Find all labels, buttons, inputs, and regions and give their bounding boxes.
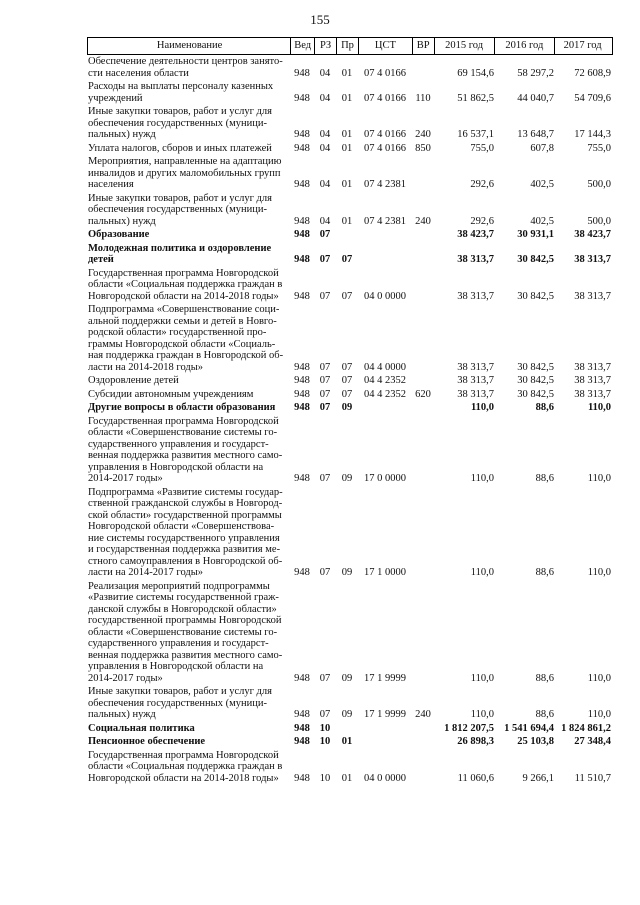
- row-2016: 88,6: [535, 709, 554, 720]
- row-vr: 240: [415, 709, 431, 720]
- row-2016: 30 842,5: [517, 375, 554, 386]
- row-2015: 1 812 207,5: [444, 722, 494, 734]
- row-rz: 07: [319, 388, 331, 400]
- row-name-line: Новгородской области «Совершенствова-: [88, 521, 275, 532]
- table-row: [87, 268, 613, 303]
- row-name-line: сти населения области: [88, 67, 189, 79]
- row-ved: 948: [294, 142, 310, 154]
- row-2015: 110,0: [470, 567, 494, 578]
- row-rz: 04: [319, 142, 331, 154]
- row-name-line: Государственная программа Новгородской: [88, 267, 279, 279]
- row-name-line: Мероприятия, направленные на адаптацию: [88, 156, 282, 167]
- row-cst: 04 0 0000: [364, 290, 406, 302]
- table-row: [87, 581, 613, 685]
- row-name: [87, 723, 290, 735]
- row-pr: 01: [341, 179, 353, 190]
- row-2017: 110,0: [587, 402, 611, 413]
- row-2017: 38 313,7: [574, 361, 611, 373]
- row-ved: 948: [294, 473, 310, 484]
- row-ved: 948: [294, 375, 310, 386]
- header-2017: 2017 год: [554, 38, 612, 54]
- row-ved: 948: [294, 129, 310, 140]
- row-name-line: Новгородской области на 2014-2018 годы»: [88, 772, 279, 784]
- row-name-line: данской службы в Новгородской области»: [88, 603, 277, 615]
- page-number: 155: [310, 12, 330, 27]
- row-name-line: государственной программы Новгородской: [88, 615, 282, 626]
- row-pr: 09: [341, 473, 353, 484]
- row-rz: 07: [319, 375, 331, 386]
- row-name-line: ственной гражданской службы в Новгород-: [88, 498, 283, 509]
- row-2016: 30 842,5: [517, 388, 554, 400]
- row-name-line: ской области» государственной программы: [88, 509, 282, 521]
- row-2016: 30 931,1: [517, 229, 554, 240]
- row-2017: 1 824 861,2: [561, 722, 611, 734]
- row-2016: 607,8: [530, 142, 554, 154]
- row-2015: 38 313,7: [457, 388, 494, 400]
- row-2017: 38 423,7: [574, 229, 611, 240]
- row-name-line: Иные закупки товаров, работ и услуг для: [88, 686, 272, 697]
- row-name-line: обеспечения государственных (муници-: [88, 117, 267, 129]
- row-2016: 13 648,7: [517, 129, 554, 140]
- row-rz: 07: [319, 473, 331, 484]
- row-rz: 07: [319, 709, 331, 720]
- row-name-line: области «Совершенствование системы го-: [88, 626, 278, 638]
- table-header: [87, 37, 613, 55]
- row-name-line: пальных) нужд: [88, 129, 156, 140]
- row-2017: 27 348,4: [574, 736, 611, 747]
- row-2015: 16 537,1: [457, 129, 494, 140]
- row-name-line: Обеспечение деятельности центров занято-: [88, 56, 283, 67]
- header-cst: ЦСТ: [358, 38, 412, 54]
- row-vr: 850: [415, 142, 431, 154]
- header-pr: Пр: [336, 38, 358, 54]
- row-2017: 500,0: [587, 215, 611, 227]
- row-name-line: области «Социальная поддержка граждан в: [88, 761, 283, 772]
- row-ved: 948: [294, 67, 310, 79]
- row-name-line: 2014-2017 годы»: [88, 473, 163, 484]
- row-name-line: ная поддержка граждан в Новгородской об-: [88, 350, 284, 361]
- table-row: [87, 243, 613, 266]
- row-2015: 38 313,7: [457, 361, 494, 373]
- row-name-line: учреждений: [88, 92, 143, 104]
- row-name-line: Иные закупки товаров, работ и услуг для: [88, 192, 272, 204]
- row-2015: 110,0: [470, 709, 494, 720]
- row-name: [87, 487, 290, 579]
- row-name: [87, 736, 290, 748]
- row-2017: 17 144,3: [574, 129, 611, 140]
- table-row: [87, 487, 613, 579]
- header-vr: ВР: [412, 38, 434, 54]
- row-cst: 04 4 0000: [364, 361, 406, 373]
- row-rz: 04: [319, 92, 331, 104]
- row-ved: 948: [294, 388, 310, 400]
- table-row: [87, 389, 613, 401]
- row-2017: 755,0: [587, 142, 611, 154]
- row-cst: 07 4 2381: [364, 179, 406, 190]
- header-name: Наименование: [156, 40, 223, 51]
- row-ved: 948: [294, 92, 310, 104]
- row-2017: 38 313,7: [574, 254, 611, 265]
- row-cst: 17 1 9999: [364, 709, 406, 720]
- table-row: [87, 723, 613, 735]
- row-pr: 07: [341, 375, 353, 386]
- row-2015: 110,0: [470, 402, 494, 413]
- row-name-line: ласти на 2014-2018 годы»: [88, 361, 204, 373]
- row-name: [87, 243, 290, 266]
- row-pr: 07: [341, 254, 353, 265]
- row-rz: 07: [319, 672, 331, 684]
- row-2017: 38 313,7: [574, 375, 611, 386]
- row-name-line: Иные закупки товаров, работ и услуг для: [88, 106, 272, 117]
- row-2016: 1 541 694,4: [504, 722, 554, 734]
- row-2017: 500,0: [587, 179, 611, 190]
- row-rz: 04: [319, 215, 331, 227]
- row-name-line: пальных) нужд: [88, 709, 156, 720]
- table-row: [87, 143, 613, 155]
- row-rz: 07: [319, 402, 331, 413]
- row-2015: 38 313,7: [457, 254, 494, 265]
- row-name-line: ласти на 2014-2017 годы»: [88, 567, 204, 578]
- row-name: [87, 375, 290, 387]
- row-name-line: Реализация мероприятий подпрограммы: [88, 580, 270, 592]
- table-row: [87, 375, 613, 387]
- row-2015: 292,6: [470, 179, 494, 190]
- row-pr: 07: [341, 388, 353, 400]
- row-name-line: Социальная политика: [88, 722, 195, 734]
- row-2016: 30 842,5: [517, 290, 554, 302]
- header-rz: РЗ: [314, 38, 336, 54]
- row-name: [87, 389, 290, 401]
- row-pr: 09: [341, 567, 353, 578]
- row-name-line: Расходы на выплаты персоналу казенных: [88, 81, 274, 92]
- table-row: [87, 736, 613, 748]
- row-2016: 402,5: [530, 179, 554, 190]
- table-row: [87, 229, 613, 241]
- row-name-line: Пенсионное обеспечение: [88, 736, 206, 747]
- row-rz: 04: [319, 129, 331, 140]
- row-cst: 07 4 0166: [364, 67, 406, 79]
- row-pr: 01: [341, 215, 353, 227]
- row-2015: 38 423,7: [457, 229, 494, 240]
- row-rz: 10: [319, 772, 331, 784]
- row-2015: 38 313,7: [457, 290, 494, 302]
- row-ved: 948: [294, 722, 310, 734]
- row-name: [87, 229, 290, 241]
- row-name-line: венная поддержка развития местного само-: [88, 450, 283, 461]
- row-rz: 07: [319, 290, 331, 302]
- row-name: [87, 268, 290, 303]
- header-ved: Вед: [290, 38, 314, 54]
- row-name-line: Уплата налогов, сборов и иных платежей: [88, 142, 272, 154]
- row-vr: 240: [415, 215, 431, 227]
- row-pr: 07: [341, 290, 353, 302]
- row-ved: 948: [294, 361, 310, 373]
- row-name-line: обеспечения государственных (муници-: [88, 697, 267, 709]
- row-2015: 110,0: [470, 672, 494, 684]
- row-rz: 10: [319, 722, 331, 734]
- row-pr: 01: [341, 67, 353, 79]
- row-ved: 948: [294, 736, 310, 747]
- row-2016: 88,6: [535, 402, 554, 413]
- row-cst: 04 4 2352: [364, 375, 406, 386]
- row-vr: 110: [415, 92, 431, 104]
- row-ved: 948: [294, 254, 310, 265]
- row-2017: 110,0: [587, 672, 611, 684]
- row-name-line: родской области» государственной про-: [88, 327, 267, 338]
- row-ved: 948: [294, 672, 310, 684]
- row-name-line: Молодежная политика и оздоровление: [88, 242, 272, 254]
- row-cst: 17 1 0000: [364, 567, 406, 578]
- table-row: [87, 156, 613, 191]
- row-2016: 44 040,7: [517, 92, 554, 104]
- row-ved: 948: [294, 402, 310, 413]
- row-name-line: управления в Новгородской области на: [88, 461, 264, 473]
- row-2015: 292,6: [470, 215, 494, 227]
- row-2015: 26 898,3: [457, 736, 494, 747]
- row-2016: 88,6: [535, 672, 554, 684]
- row-name-line: Субсидии автономным учреждениям: [88, 388, 254, 400]
- table-row: [87, 686, 613, 721]
- row-name-line: области «Социальная поддержка граждан в: [88, 279, 283, 290]
- row-name-line: населения: [88, 179, 134, 190]
- row-2017: 11 510,7: [574, 772, 611, 784]
- table-row: [87, 402, 613, 414]
- row-rz: 07: [319, 361, 331, 373]
- row-ved: 948: [294, 772, 310, 784]
- row-name-line: граммы Новгородской области «Социаль-: [88, 338, 276, 350]
- row-cst: 04 0 0000: [364, 772, 406, 784]
- row-name-line: пальных) нужд: [88, 215, 156, 227]
- row-ved: 948: [294, 567, 310, 578]
- row-name-line: альной поддержки семьи и детей в Новго-: [88, 315, 277, 327]
- table-row: [87, 304, 613, 373]
- row-name-line: ние системы государственного управления: [88, 532, 280, 544]
- row-2015: 38 313,7: [457, 375, 494, 386]
- row-cst: 04 4 2352: [364, 388, 406, 400]
- row-name-line: Государственная программа Новгородской: [88, 415, 279, 427]
- row-name-line: сударственного управления и государст-: [88, 638, 269, 649]
- row-2017: 110,0: [587, 473, 611, 484]
- header-2016: 2016 год: [494, 38, 554, 54]
- row-2016: 58 297,2: [517, 67, 554, 79]
- row-2015: 69 154,6: [457, 67, 494, 79]
- row-name-line: обеспечения государственных (муници-: [88, 204, 267, 215]
- row-name-line: Образование: [88, 229, 150, 240]
- row-2015: 755,0: [470, 142, 494, 154]
- row-name: [87, 156, 290, 191]
- row-pr: 01: [341, 129, 353, 140]
- row-name-line: Подпрограмма «Развитие системы государ-: [88, 486, 283, 498]
- row-name: [87, 416, 290, 485]
- table-body: [87, 56, 613, 784]
- row-name: [87, 81, 290, 104]
- row-ved: 948: [294, 709, 310, 720]
- row-ved: 948: [294, 229, 310, 240]
- row-name-line: Государственная программа Новгородской: [88, 749, 279, 761]
- row-name-line: венная поддержка развития местного само-: [88, 649, 283, 661]
- row-2016: 30 842,5: [517, 361, 554, 373]
- row-cst: 07 4 0166: [364, 142, 406, 154]
- row-2016: 402,5: [530, 215, 554, 227]
- row-2015: 11 060,6: [457, 772, 494, 784]
- row-2016: 88,6: [535, 473, 554, 484]
- row-vr: 620: [415, 388, 431, 400]
- row-rz: 04: [319, 67, 331, 79]
- row-pr: 01: [341, 772, 353, 784]
- row-pr: 07: [341, 361, 353, 373]
- row-cst: 07 4 0166: [364, 92, 406, 104]
- row-name: [87, 581, 290, 685]
- row-name-line: Другие вопросы в области образования: [88, 402, 276, 413]
- row-cst: 17 1 9999: [364, 672, 406, 684]
- row-ved: 948: [294, 215, 310, 227]
- row-pr: 09: [341, 709, 353, 720]
- row-pr: 09: [341, 672, 353, 684]
- row-cst: 07 4 0166: [364, 129, 406, 140]
- header-2015: 2015 год: [434, 38, 495, 54]
- row-cst: 17 0 0000: [364, 473, 406, 484]
- row-name: [87, 304, 290, 373]
- row-rz: 10: [319, 736, 331, 747]
- row-name-line: Подпрограмма «Совершенствование соци-: [88, 304, 280, 315]
- row-2017: 38 313,7: [574, 290, 611, 302]
- row-name: [87, 106, 290, 141]
- row-2015: 110,0: [470, 473, 494, 484]
- row-ved: 948: [294, 179, 310, 190]
- row-2017: 72 608,9: [574, 67, 611, 79]
- row-rz: 07: [319, 567, 331, 578]
- row-rz: 04: [319, 179, 331, 190]
- table-row: [87, 416, 613, 485]
- row-2016: 88,6: [535, 567, 554, 578]
- table-row: [87, 750, 613, 785]
- row-name-line: управления в Новгородской области на: [88, 661, 264, 672]
- row-name-line: детей: [88, 254, 114, 265]
- row-name-line: стного самоуправления в Новгородской об-: [88, 555, 283, 567]
- table-row: [87, 106, 613, 141]
- row-rz: 07: [319, 254, 331, 265]
- row-name-line: инвалидов и других маломобильных групп: [88, 167, 281, 179]
- row-name: [87, 750, 290, 785]
- row-pr: 09: [341, 402, 353, 413]
- row-cst: 07 4 2381: [364, 215, 406, 227]
- row-name: [87, 143, 290, 155]
- row-name-line: и государственная поддержка развития ме-: [88, 544, 281, 555]
- row-2017: 110,0: [587, 567, 611, 578]
- row-pr: 01: [341, 736, 353, 747]
- row-name-line: сударственного управления и государст-: [88, 438, 269, 450]
- row-2016: 25 103,8: [517, 736, 554, 747]
- row-2017: 38 313,7: [574, 388, 611, 400]
- row-name: [87, 402, 290, 414]
- row-2016: 9 266,1: [522, 772, 554, 784]
- row-vr: 240: [415, 129, 431, 140]
- row-2015: 51 862,5: [457, 92, 494, 104]
- table-row: [87, 193, 613, 228]
- row-name: [87, 56, 290, 79]
- row-2017: 54 709,6: [574, 92, 611, 104]
- row-name-line: «Развитие системы государственной граж-: [88, 592, 279, 603]
- row-2016: 30 842,5: [517, 254, 554, 265]
- row-rz: 07: [319, 229, 331, 240]
- row-name-line: Оздоровление детей: [88, 375, 179, 386]
- row-name-line: области «Совершенствование системы го-: [88, 427, 278, 438]
- budget-table: [87, 37, 613, 784]
- row-name-line: 2014-2017 годы»: [88, 672, 163, 684]
- row-name: [87, 193, 290, 228]
- row-2017: 110,0: [587, 709, 611, 720]
- table-row: [87, 81, 613, 104]
- row-ved: 948: [294, 290, 310, 302]
- row-pr: 01: [341, 92, 353, 104]
- row-name-line: Новгородской области на 2014-2018 годы»: [88, 290, 279, 302]
- row-pr: 01: [341, 142, 353, 154]
- table-row: [87, 56, 613, 79]
- row-name: [87, 686, 290, 721]
